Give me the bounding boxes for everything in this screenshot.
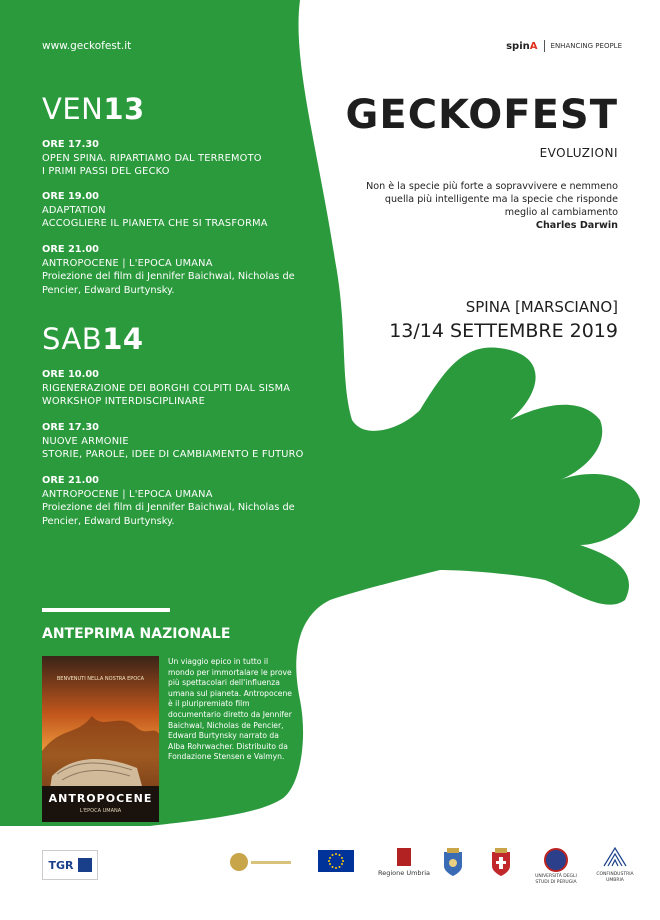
event-dates: 13/14 SETTEMBRE 2019 — [389, 320, 618, 342]
crest-icon — [442, 848, 464, 878]
event-place: SPINA [MARSCIANO] — [465, 298, 618, 316]
gold-seal-logo — [230, 852, 296, 872]
quote-text: Non è la specie più forte a sopravvivere e nemmeno quella più intelligente ma la specie che risponde meglio al cambiamento — [366, 181, 618, 218]
section-divider — [42, 608, 170, 612]
preview-heading: ANTEPRIMA NAZIONALE — [42, 626, 231, 642]
university-seal-icon — [544, 848, 568, 872]
event-ven-3: ORE 21.00 ANTROPOCENE | L'EPOCA UMANA Proiezione del film di Jennifer Baichwal, Nicholas de Pencier, Edward Burtynsky. — [42, 244, 295, 296]
universita-perugia-logo: UNIVERSITÀ DEGLI STUDI DI PERUGIA — [528, 848, 584, 886]
eu-logo — [318, 850, 360, 878]
pefc-logo: PEFC — [190, 848, 224, 882]
event-sab-1: ORE 10.00 RIGENERAZIONE DEI BORGHI COLPITI DAL SISMA WORKSHOP INTERDISCIPLINARE — [42, 369, 291, 407]
tgr-logo: TGR — [42, 850, 98, 880]
event-sab-2: ORE 17.30 NUOVE ARMONIE STORIE, PAROLE, IDEE DI CAMBIAMENTO E FUTURO — [42, 422, 304, 460]
event-ven-1: ORE 17.30 OPEN SPINA. RIPARTIAMO DAL TERREMOTO I PRIMI PASSI DEL GECKO — [42, 139, 262, 177]
darwin-quote — [356, 180, 618, 232]
brand-divider — [544, 40, 545, 52]
event-ven-2: ORE 19.00 ADAPTATION ACCOGLIERE IL PIANETA CHE SI TRASFORMA — [42, 191, 268, 229]
website-url[interactable]: www.geckofest.it — [42, 40, 132, 52]
regione-umbria-logo: Regione Umbria — [378, 848, 430, 877]
film-subtitle: L'EPOCA UMANA — [79, 808, 122, 814]
municipality-crest-1 — [442, 848, 464, 878]
regione-crest-icon — [397, 848, 411, 866]
festival-title: GECKOFEST — [345, 92, 618, 138]
quote-author: Charles Darwin — [535, 220, 618, 231]
eu-flag-icon — [318, 850, 354, 872]
day-heading-ven: VEN13 — [42, 92, 145, 126]
adaptation-logo: ADAPTATION — [105, 852, 177, 867]
film-synopsis: Un viaggio epico in tutto il mondo per immortalare le prove più spettacolari dell'influenza umana sul pianeta. Antropocene è il pluripremiato film documentario diretto da Jennifer Baichwal, Nicholas de Pencier, Edward Burtynsky narrato da Alba Rohrwacher. Distribuito da Fondazione Stensen e Valmyn. — [168, 657, 292, 762]
confindustria-logo: CONFINDUSTRIA UMBRIA — [590, 846, 640, 884]
sponsors-bar — [0, 830, 660, 920]
tgr-mark-icon — [78, 858, 92, 872]
film-poster — [42, 656, 159, 822]
film-poster-art — [42, 656, 159, 822]
crest-icon — [490, 848, 512, 878]
confindustria-mark-icon — [602, 846, 628, 868]
seal-icon — [230, 853, 248, 871]
spina-logo: spinA — [506, 40, 538, 52]
film-title: ANTROPOCENE — [48, 792, 153, 805]
brand-tagline: ENHANCING PEOPLE — [550, 42, 622, 50]
film-tagline: BENVENUTI NELLA NOSTRA EPOCA — [56, 676, 145, 682]
municipality-crest-2 — [490, 848, 512, 878]
spina-brand — [506, 40, 622, 52]
festival-subtitle: EVOLUZIONI — [539, 146, 618, 160]
event-sab-3: ORE 21.00 ANTROPOCENE | L'EPOCA UMANA Proiezione del film di Jennifer Baichwal, Nicholas de Pencier, Edward Burtynsky. — [42, 475, 295, 527]
day-heading-sab: SAB14 — [42, 322, 144, 356]
